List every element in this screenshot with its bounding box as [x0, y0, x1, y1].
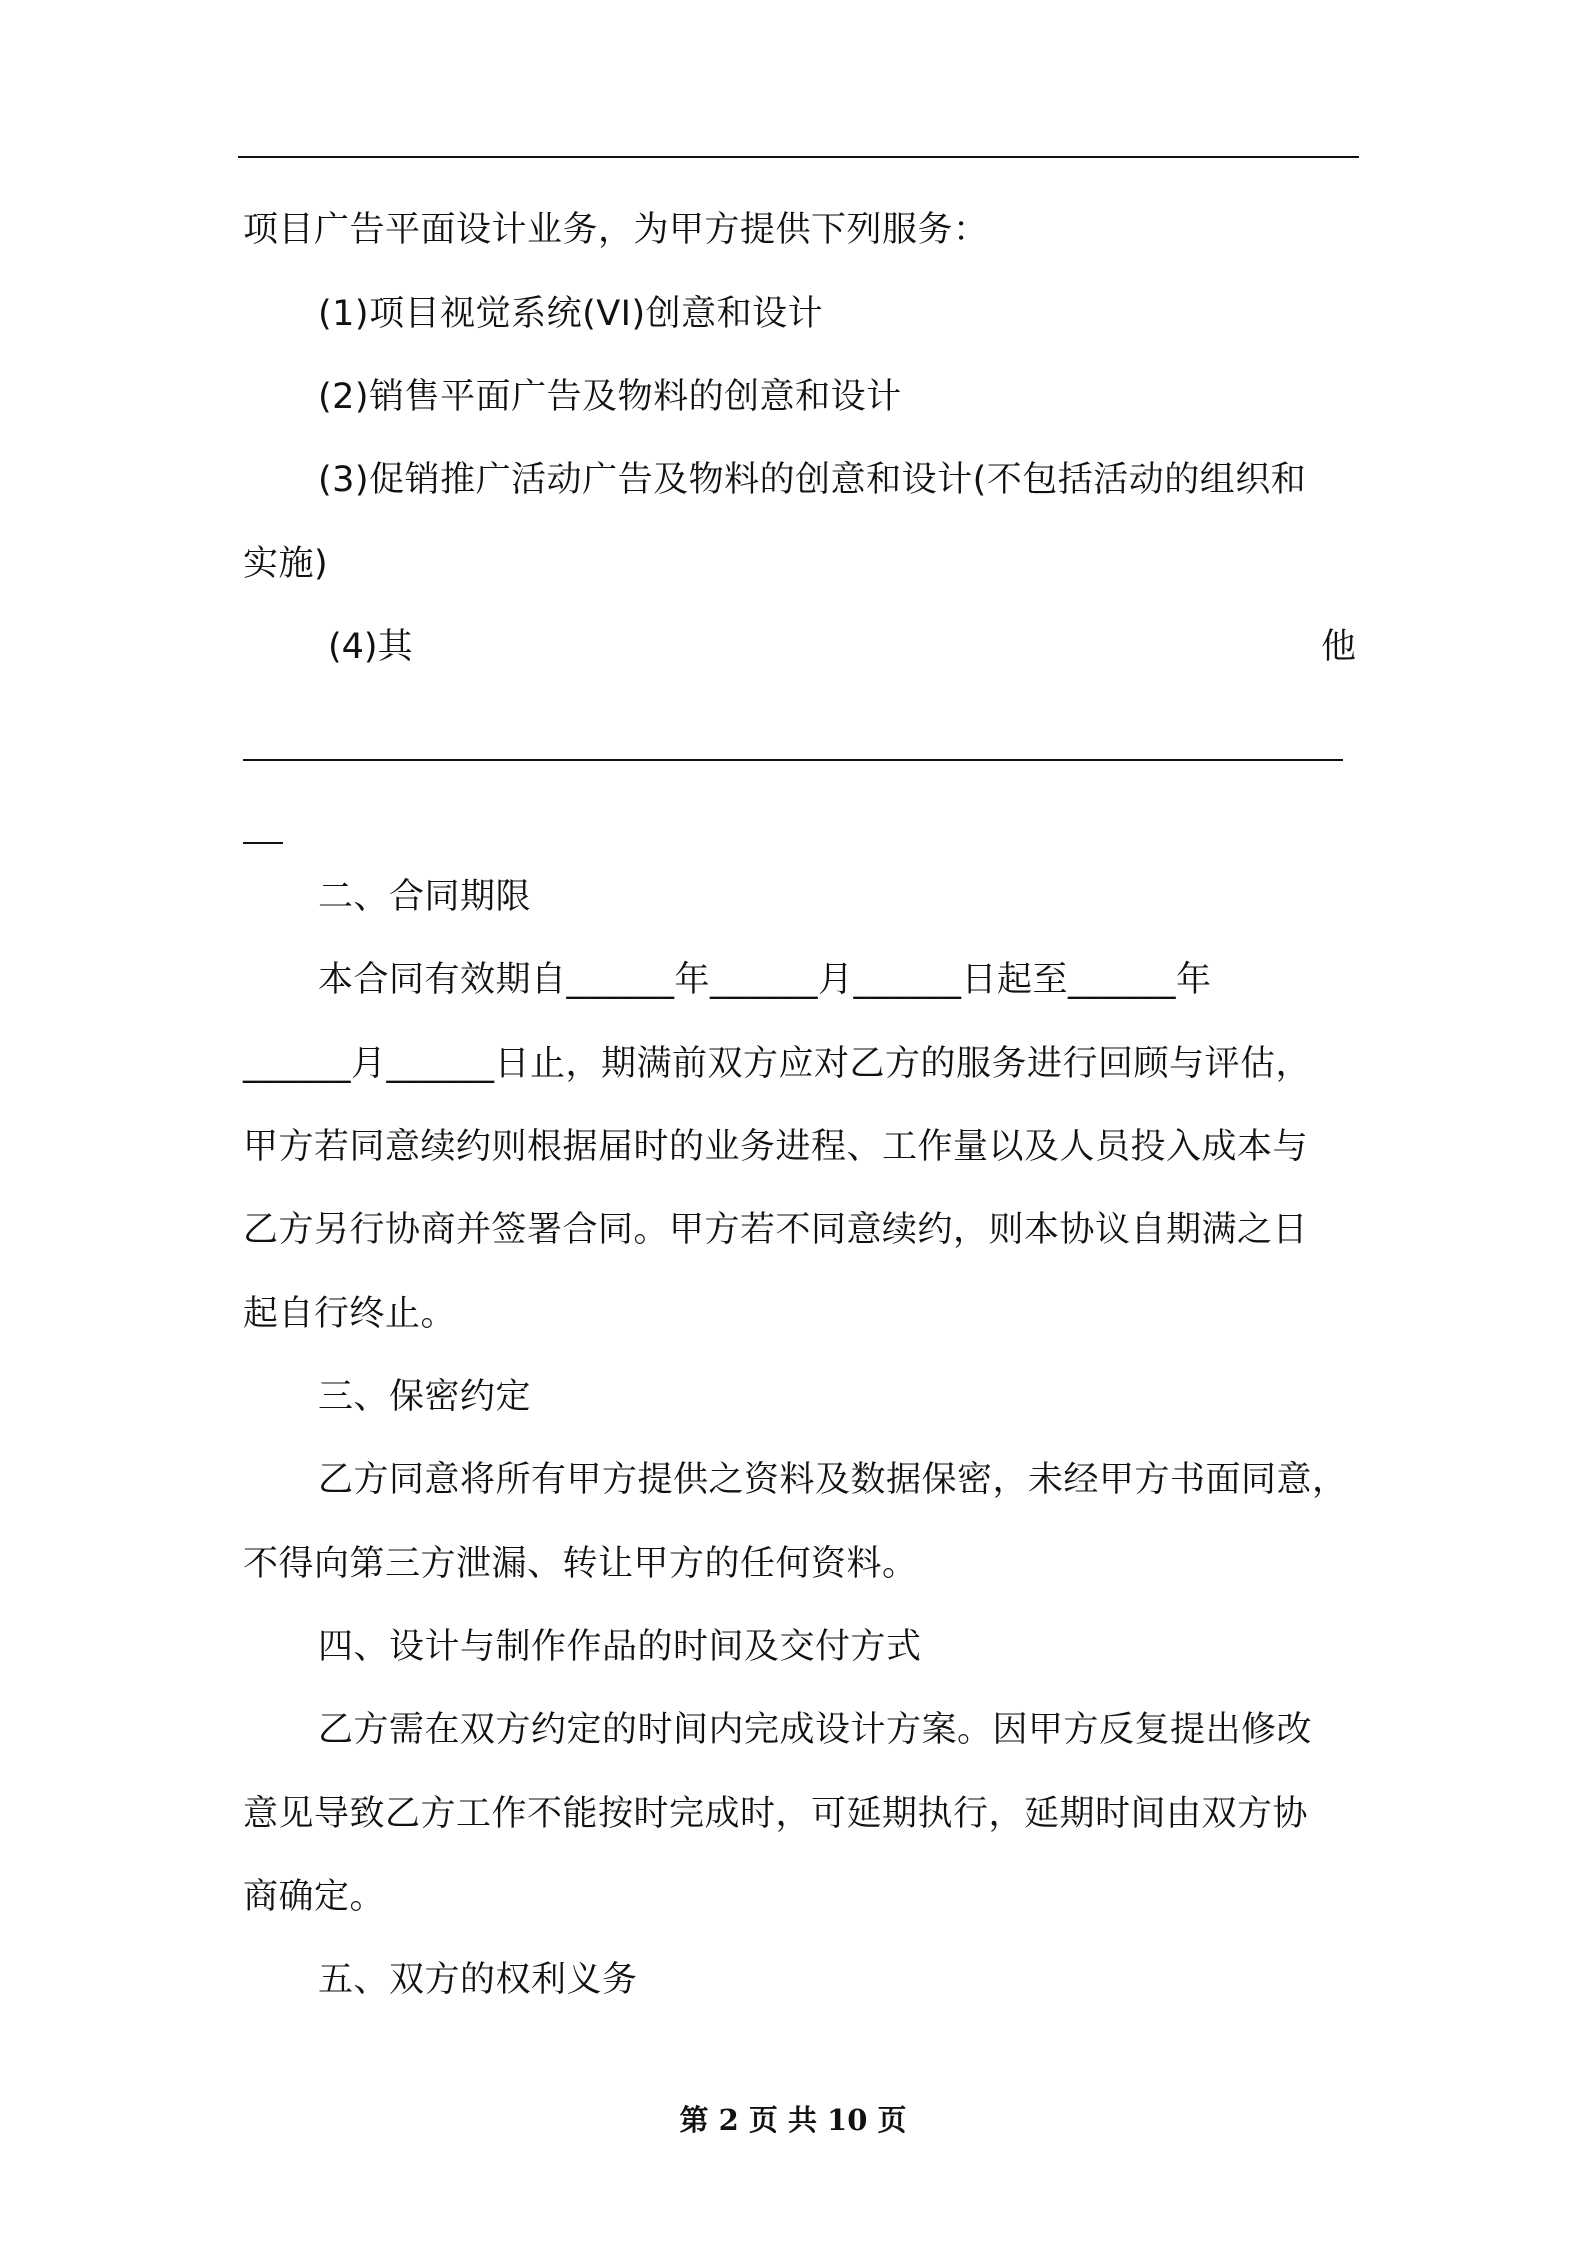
service-item-4-tail: 他 — [1320, 627, 1356, 667]
paragraph-line: 商确定。 — [243, 1877, 386, 1917]
paragraph-line: 实施) — [243, 544, 329, 584]
paragraph-line: ______月______日止，期满前双方应对乙方的服务进行回顾与评估， — [243, 1044, 1312, 1084]
paragraph-line: 乙方同意将所有甲方提供之资料及数据保密，未经甲方书面同意， — [318, 1460, 1348, 1500]
paragraph-line: 本合同有效期自______年______月______日起至______年 — [318, 960, 1212, 1000]
fill-in-blank-line — [243, 842, 283, 844]
section-heading: 三、保密约定 — [318, 1377, 532, 1417]
paragraph-line: 起自行终止。 — [243, 1294, 457, 1334]
page-number-footer: 第 2 页 共 10 页 — [679, 2103, 907, 2137]
paragraph-line: 乙方另行协商并签署合同。甲方若不同意续约，则本协议自期满之日 — [243, 1210, 1309, 1250]
header-rule — [238, 156, 1359, 158]
section-heading: 五、双方的权利义务 — [318, 1960, 638, 2000]
section-heading: 四、设计与制作作品的时间及交付方式 — [318, 1627, 922, 1667]
paragraph-line: 项目广告平面设计业务，为甲方提供下列服务： — [243, 210, 989, 250]
paragraph-line: 意见导致乙方工作不能按时完成时，可延期执行，延期时间由双方协 — [243, 1794, 1309, 1834]
service-item-2: (2)销售平面广告及物料的创意和设计 — [318, 377, 902, 417]
paragraph-line: 不得向第三方泄漏、转让甲方的任何资料。 — [243, 1544, 918, 1584]
service-item-4-label: (4)其 — [328, 627, 413, 667]
paragraph-line: 甲方若同意续约则根据届时的业务进程、工作量以及人员投入成本与 — [243, 1127, 1309, 1167]
service-item-1: (1)项目视觉系统(VI)创意和设计 — [318, 294, 824, 334]
fill-in-blank-line — [243, 759, 1343, 761]
paragraph-line: 乙方需在双方约定的时间内完成设计方案。因甲方反复提出修改 — [318, 1710, 1313, 1750]
section-heading: 二、合同期限 — [318, 877, 532, 917]
service-item-3: (3)促销推广活动广告及物料的创意和设计(不包括活动的组织和 — [318, 460, 1307, 500]
